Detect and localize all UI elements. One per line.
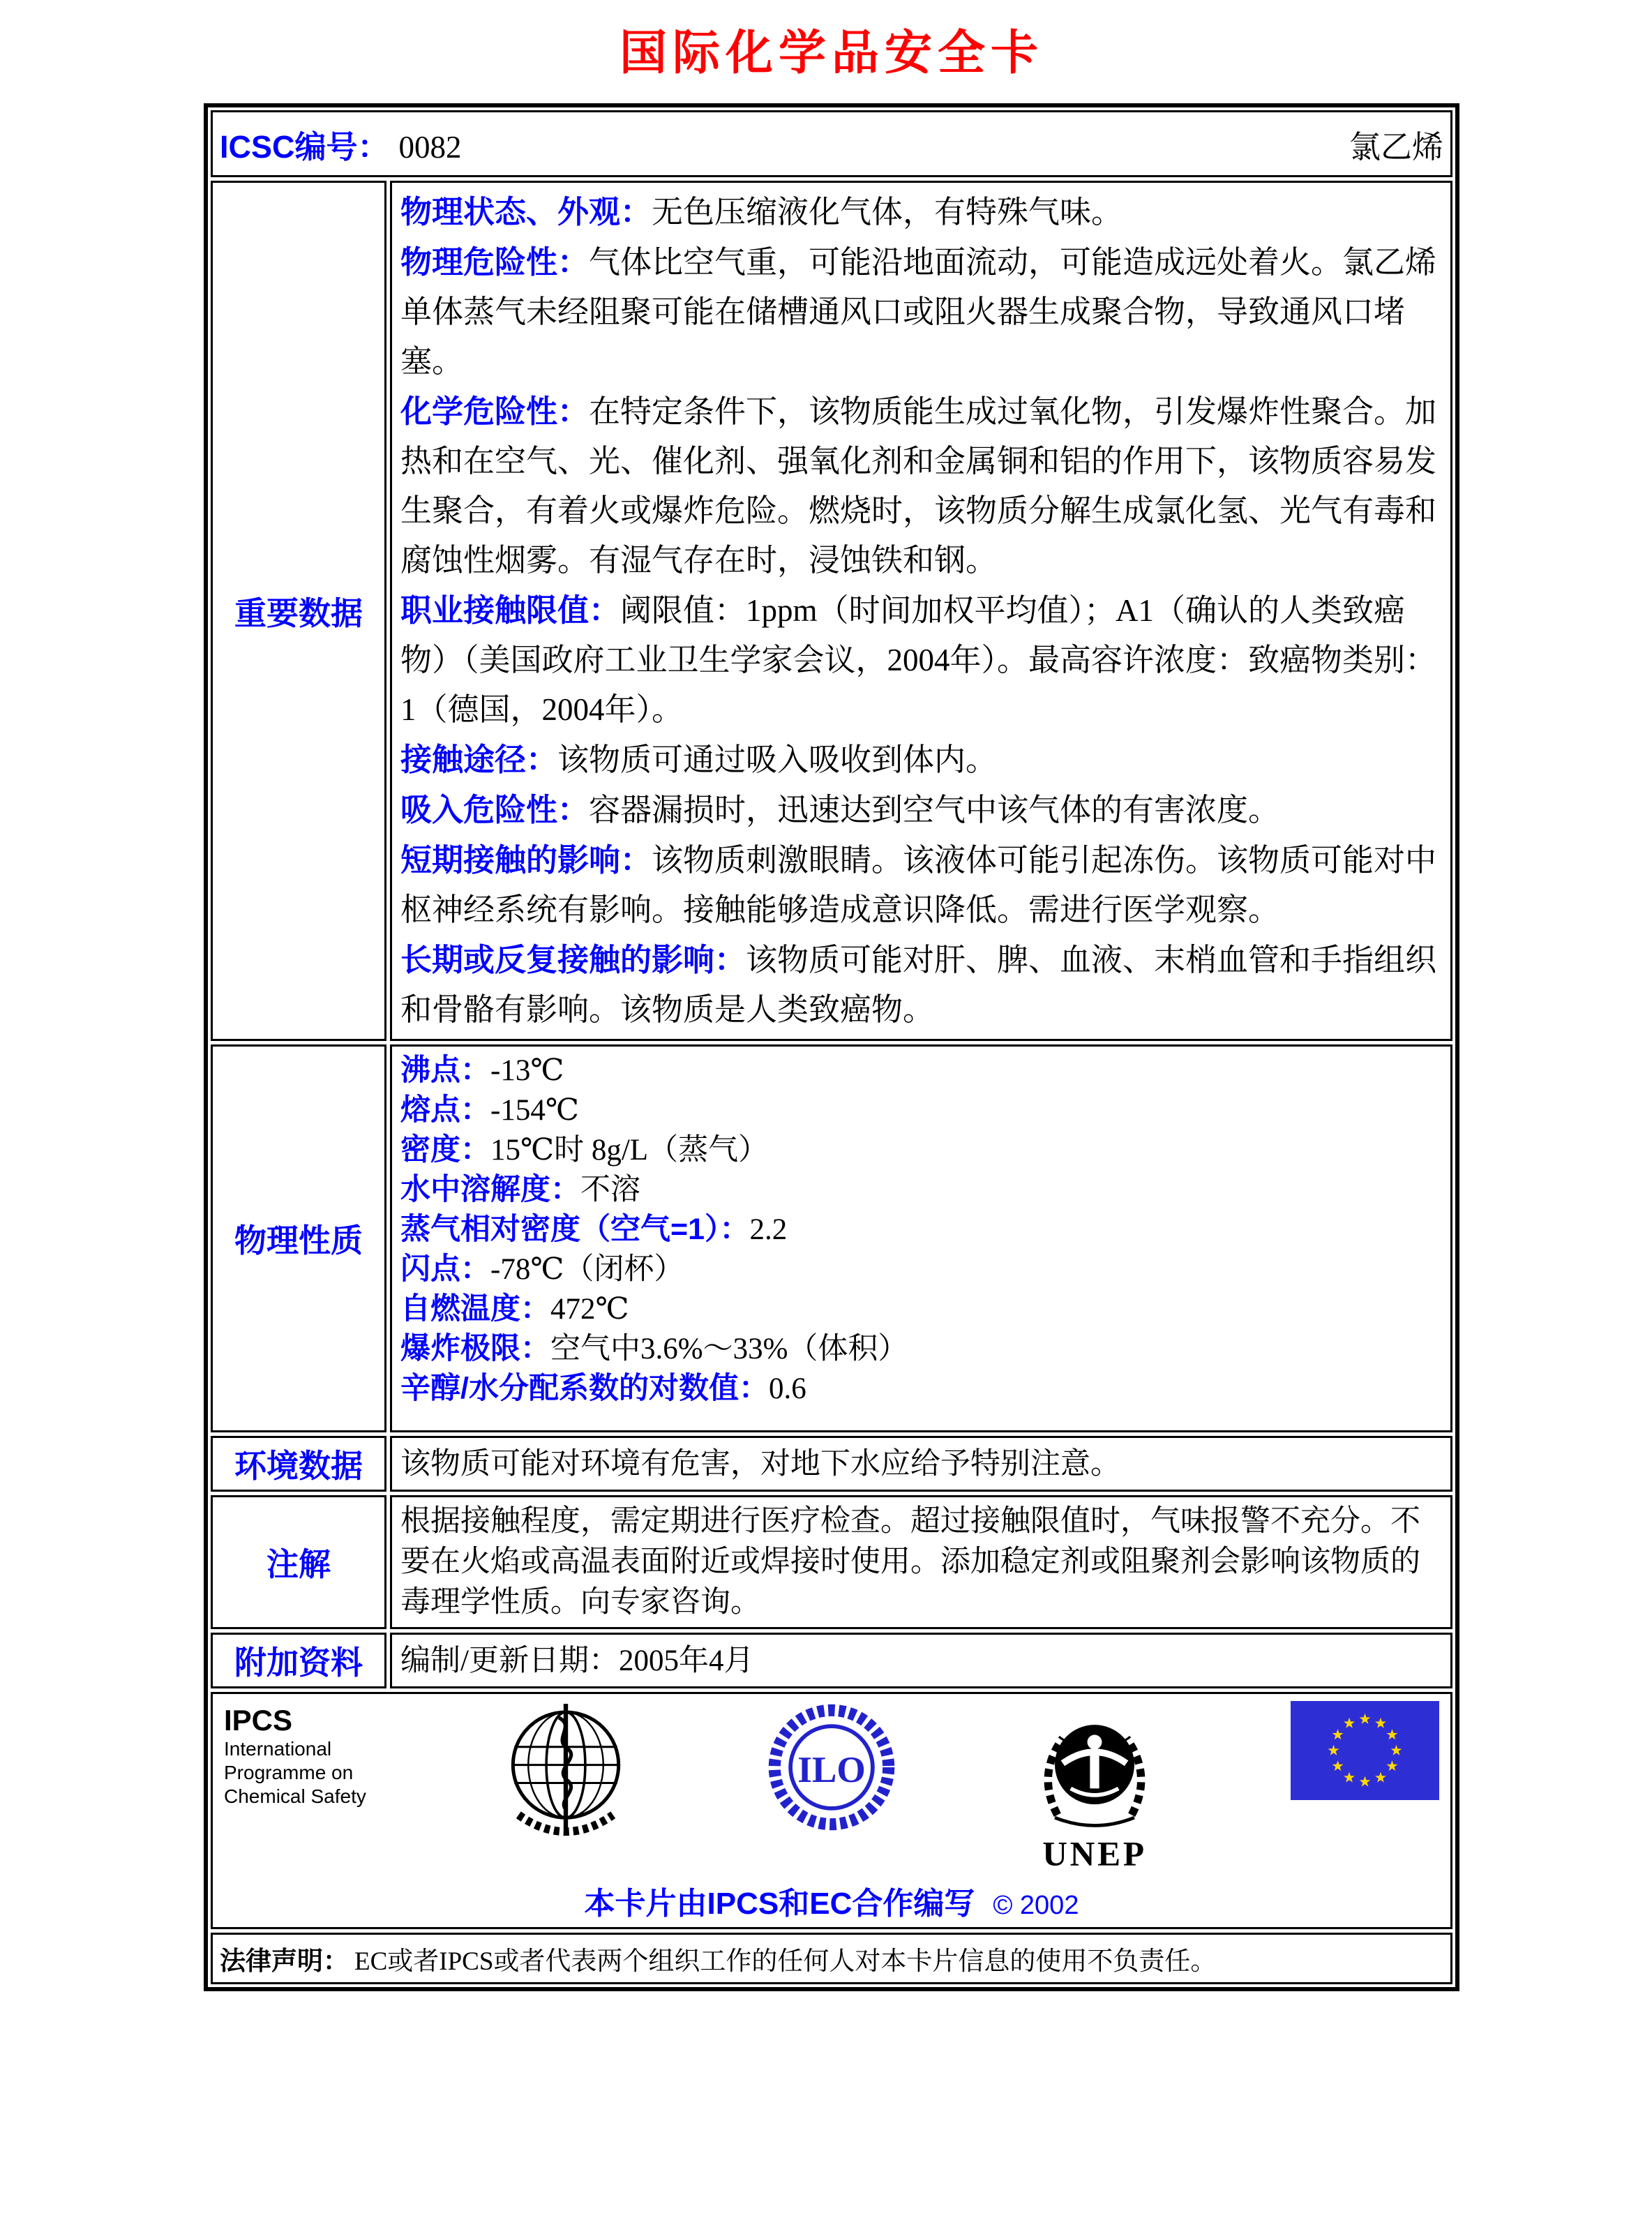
logos-cell [211,1692,1452,1929]
field-label: 职业接触限值： [400,592,621,628]
ilo-label: ILO [797,1748,866,1790]
field-value: 该物质可通过吸入吸收到体内。 [557,742,998,777]
field-value: 0.6 [768,1372,806,1405]
field-label: 沸点： [400,1054,490,1087]
chemical-name: 氯乙烯 [1349,129,1443,165]
environmental-data-row [211,1436,1452,1492]
legal-row [211,1933,1452,1984]
important-data-item [400,785,1442,835]
field-value: -13℃ [490,1054,564,1087]
eu-flag-icon [1291,1701,1439,1804]
who-icon [496,1701,636,1868]
additional-info-row [211,1633,1452,1688]
cooperation-caption-text: 本卡片由IPCS和EC合作编写 [584,1887,975,1921]
field-label: 物理危险性： [400,244,590,280]
cooperation-caption [224,1878,1439,1923]
field-label: 长期或反复接触的影响： [400,942,746,977]
important-data-item [400,387,1442,585]
field-value: 容器漏损时，迅速达到空气中该气体的有害浓度。 [589,793,1280,827]
additional-info-content [390,1633,1452,1688]
physical-property-item [400,1210,1442,1250]
important-data-item [400,187,1442,237]
notes-text: 根据接触程度，需定期进行医疗检查。超过接触限值时，气味报警不充分。不要在火焰或高温表面附近或焊接时使用。添加稳定剂或阻聚剂会影响该物质的毒理学性质。向专家咨询。 [400,1505,1420,1619]
physical-properties-row-label: 物理性质 [211,1044,386,1432]
field-value: 气体比空气重，可能沿地面流动，可能造成远处着火。氯乙烯单体蒸气未经阻聚可能在储槽通风口或阻火器生成聚合物，导致通风口堵塞。 [400,245,1437,379]
header-row [211,110,1452,177]
field-value: -154℃ [490,1094,579,1127]
logos-strip [224,1701,1439,1875]
notes-row-label: 注解 [211,1495,386,1629]
header-cell [211,110,1452,177]
physical-property-item [400,1250,1442,1289]
field-label: 短期接触的影响： [400,842,652,878]
field-label: 闪点： [400,1252,490,1286]
physical-properties-row [211,1044,1452,1432]
icsc-number-field [220,121,462,167]
environmental-data-content [390,1436,1452,1492]
icsc-card-table [204,103,1459,1991]
logos-row [211,1692,1452,1929]
page-title: 国际化学品安全卡 [619,27,1044,80]
field-label: 蒸气相对密度（空气=1）： [400,1213,750,1246]
field-value: 该物质可能对肝、脾、血液、末梢血管和手指组织和骨骼有影响。该物质是人类致癌物。 [400,943,1437,1027]
field-label: 爆炸极限： [400,1332,550,1365]
copyright-text: © 2002 [993,1891,1079,1920]
field-label: 物理状态、外观： [400,194,652,230]
field-value: 空气中3.6%～33%（体积） [550,1333,908,1365]
physical-properties-content [390,1044,1452,1432]
additional-info-row-label: 附加资料 [211,1633,386,1688]
ipcs-line: International [224,1738,332,1760]
physical-property-item [400,1051,1442,1091]
field-label: 接触途径： [400,742,558,777]
field-label: 熔点： [400,1093,490,1127]
physical-property-item [400,1130,1442,1170]
notes-row [211,1495,1452,1629]
field-value: 在特定条件下，该物质能生成过氧化物，引发爆炸性聚合。加热和在空气、光、催化剂、强氧化剂和金属铜和铝的作用下，该物质容易发生聚合，有着火或爆炸危险。燃烧时，该物质分解生成氯化氢、光气有毒和腐蚀性烟雾。有湿气存在时，浸蚀铁和钢。 [400,394,1437,578]
icsc-number-label: ICSC编号： [220,128,389,165]
physical-property-item [400,1289,1442,1329]
environmental-data-row-label: 环境数据 [211,1436,386,1492]
update-date-value: 2005年4月 [618,1644,754,1677]
ipcs-acronym: IPCS [224,1704,293,1737]
field-label: 密度： [400,1133,490,1167]
field-value: 不溶 [580,1174,640,1206]
environmental-data-text: 该物质可能对环境有危害，对地下水应给予特别注意。 [400,1447,1120,1481]
important-data-item [400,237,1442,387]
important-data-item [400,585,1442,735]
legal-text: EC或者IPCS或者代表两个组织工作的任何人对本卡片信息的使用不负责任。 [354,1947,1217,1976]
update-date-label: 编制/更新日期： [400,1644,619,1677]
field-label: 化学危险性： [400,394,590,429]
important-data-item [400,835,1442,935]
icsc-number-value: 0082 [398,129,462,165]
field-value: 15℃时 8g/L（蒸气） [490,1134,769,1167]
unep-label: UNEP [1042,1834,1147,1872]
field-value: 该物质刺激眼睛。该液体可能引起冻伤。该物质可能对中枢神经系统有影响。接触能够造成意识降低。需进行医学观察。 [400,843,1437,927]
ipcs-line: Programme on [224,1762,354,1783]
physical-property-item [400,1329,1442,1369]
important-data-content [390,181,1452,1041]
ilo-icon [765,1701,898,1837]
field-label: 水中溶解度： [400,1173,580,1206]
physical-property-item [400,1091,1442,1130]
notes-content [390,1495,1452,1629]
ipcs-line: Chemical Safety [224,1785,366,1807]
field-value: 2.2 [749,1213,788,1246]
field-label: 辛醇/水分配系数的对数值： [400,1372,769,1405]
important-data-row [211,181,1452,1041]
important-data-item [400,935,1442,1035]
important-data-item [400,735,1442,785]
legal-cell [211,1933,1452,1984]
ipcs-text-block [224,1701,366,1808]
physical-property-item [400,1170,1442,1210]
physical-property-item [400,1369,1442,1409]
field-label: 自燃温度： [400,1292,550,1326]
legal-label: 法律声明： [220,1947,349,1975]
field-value: -78℃（闭杯） [490,1253,684,1286]
field-label: 吸入危险性： [400,792,590,827]
field-value: 阈限值：1ppm（时间加权平均值）；A1（确认的人类致癌物）（美国政府工业卫生学家会议，2004年）。最高容许浓度：致癌物类别：1（德国，2004年）。 [400,593,1437,727]
important-data-row-label: 重要数据 [211,181,386,1041]
field-value: 无色压缩液化气体，有特殊气味。 [652,195,1123,230]
unep-icon [1028,1701,1161,1875]
field-value: 472℃ [550,1293,629,1326]
